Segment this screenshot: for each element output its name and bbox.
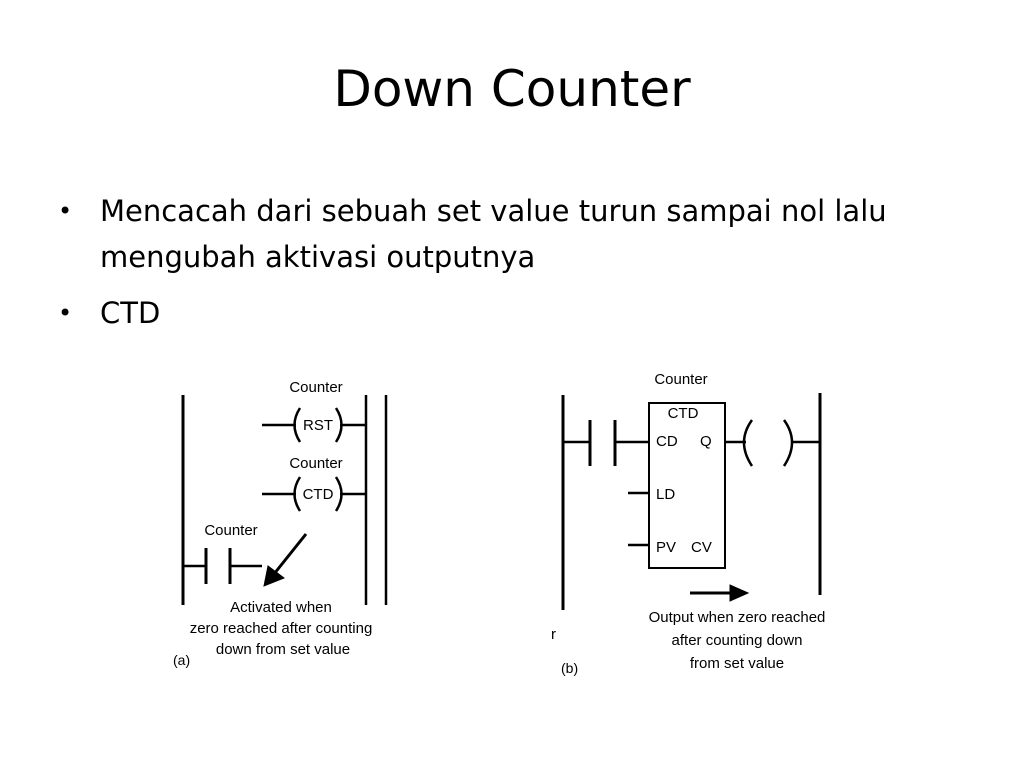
bullet-marker: •: [58, 197, 73, 225]
arrow-head: [264, 566, 284, 586]
note-line: after counting down: [671, 632, 803, 649]
ctd-counter-label: Counter: [289, 455, 343, 472]
pin-q-label: Q: [700, 433, 712, 450]
caption-b: (b): [561, 660, 579, 676]
note-line: down from set value: [215, 641, 351, 658]
note-line: zero reached after counting: [189, 620, 373, 637]
pin-cv-label: CV: [691, 539, 712, 556]
rst-coil-label: RST: [303, 417, 333, 434]
note-line: Output when zero reached: [648, 609, 826, 626]
arrow-shaft: [274, 534, 306, 574]
block-counter-label: Counter: [654, 371, 708, 388]
coil-right-arc: [784, 420, 792, 466]
caption-a: (a): [173, 652, 191, 668]
coil-left-arc: [295, 408, 301, 442]
pin-pv-label: PV: [656, 539, 677, 556]
bullet-marker: •: [58, 299, 73, 327]
coil-left-arc: [744, 420, 752, 466]
note-line: from set value: [689, 655, 785, 672]
bullet-text: CTD: [100, 296, 161, 330]
note-line: Activated when: [230, 599, 332, 616]
pin-cd-label: CD: [656, 433, 678, 450]
bullet-text: Mencacah dari sebuah set value turun sampai nol lalu mengubah aktivasi outputnya: [100, 194, 887, 274]
coil-left-arc: [295, 477, 301, 511]
rst-counter-label: Counter: [289, 379, 343, 396]
block-title: CTD: [667, 405, 699, 422]
arrow-head: [730, 585, 748, 601]
pin-ld-label: LD: [656, 486, 676, 503]
stray-label: r: [551, 626, 556, 643]
slide-title: Down Counter: [333, 60, 691, 118]
ladder-diagram-a: [183, 395, 386, 605]
contact-counter-label: Counter: [204, 522, 258, 539]
ctd-coil-label: CTD: [302, 486, 334, 503]
ladder-diagram-b: [563, 393, 820, 610]
ladder-diagram-b-labels: [551, 371, 825, 676]
